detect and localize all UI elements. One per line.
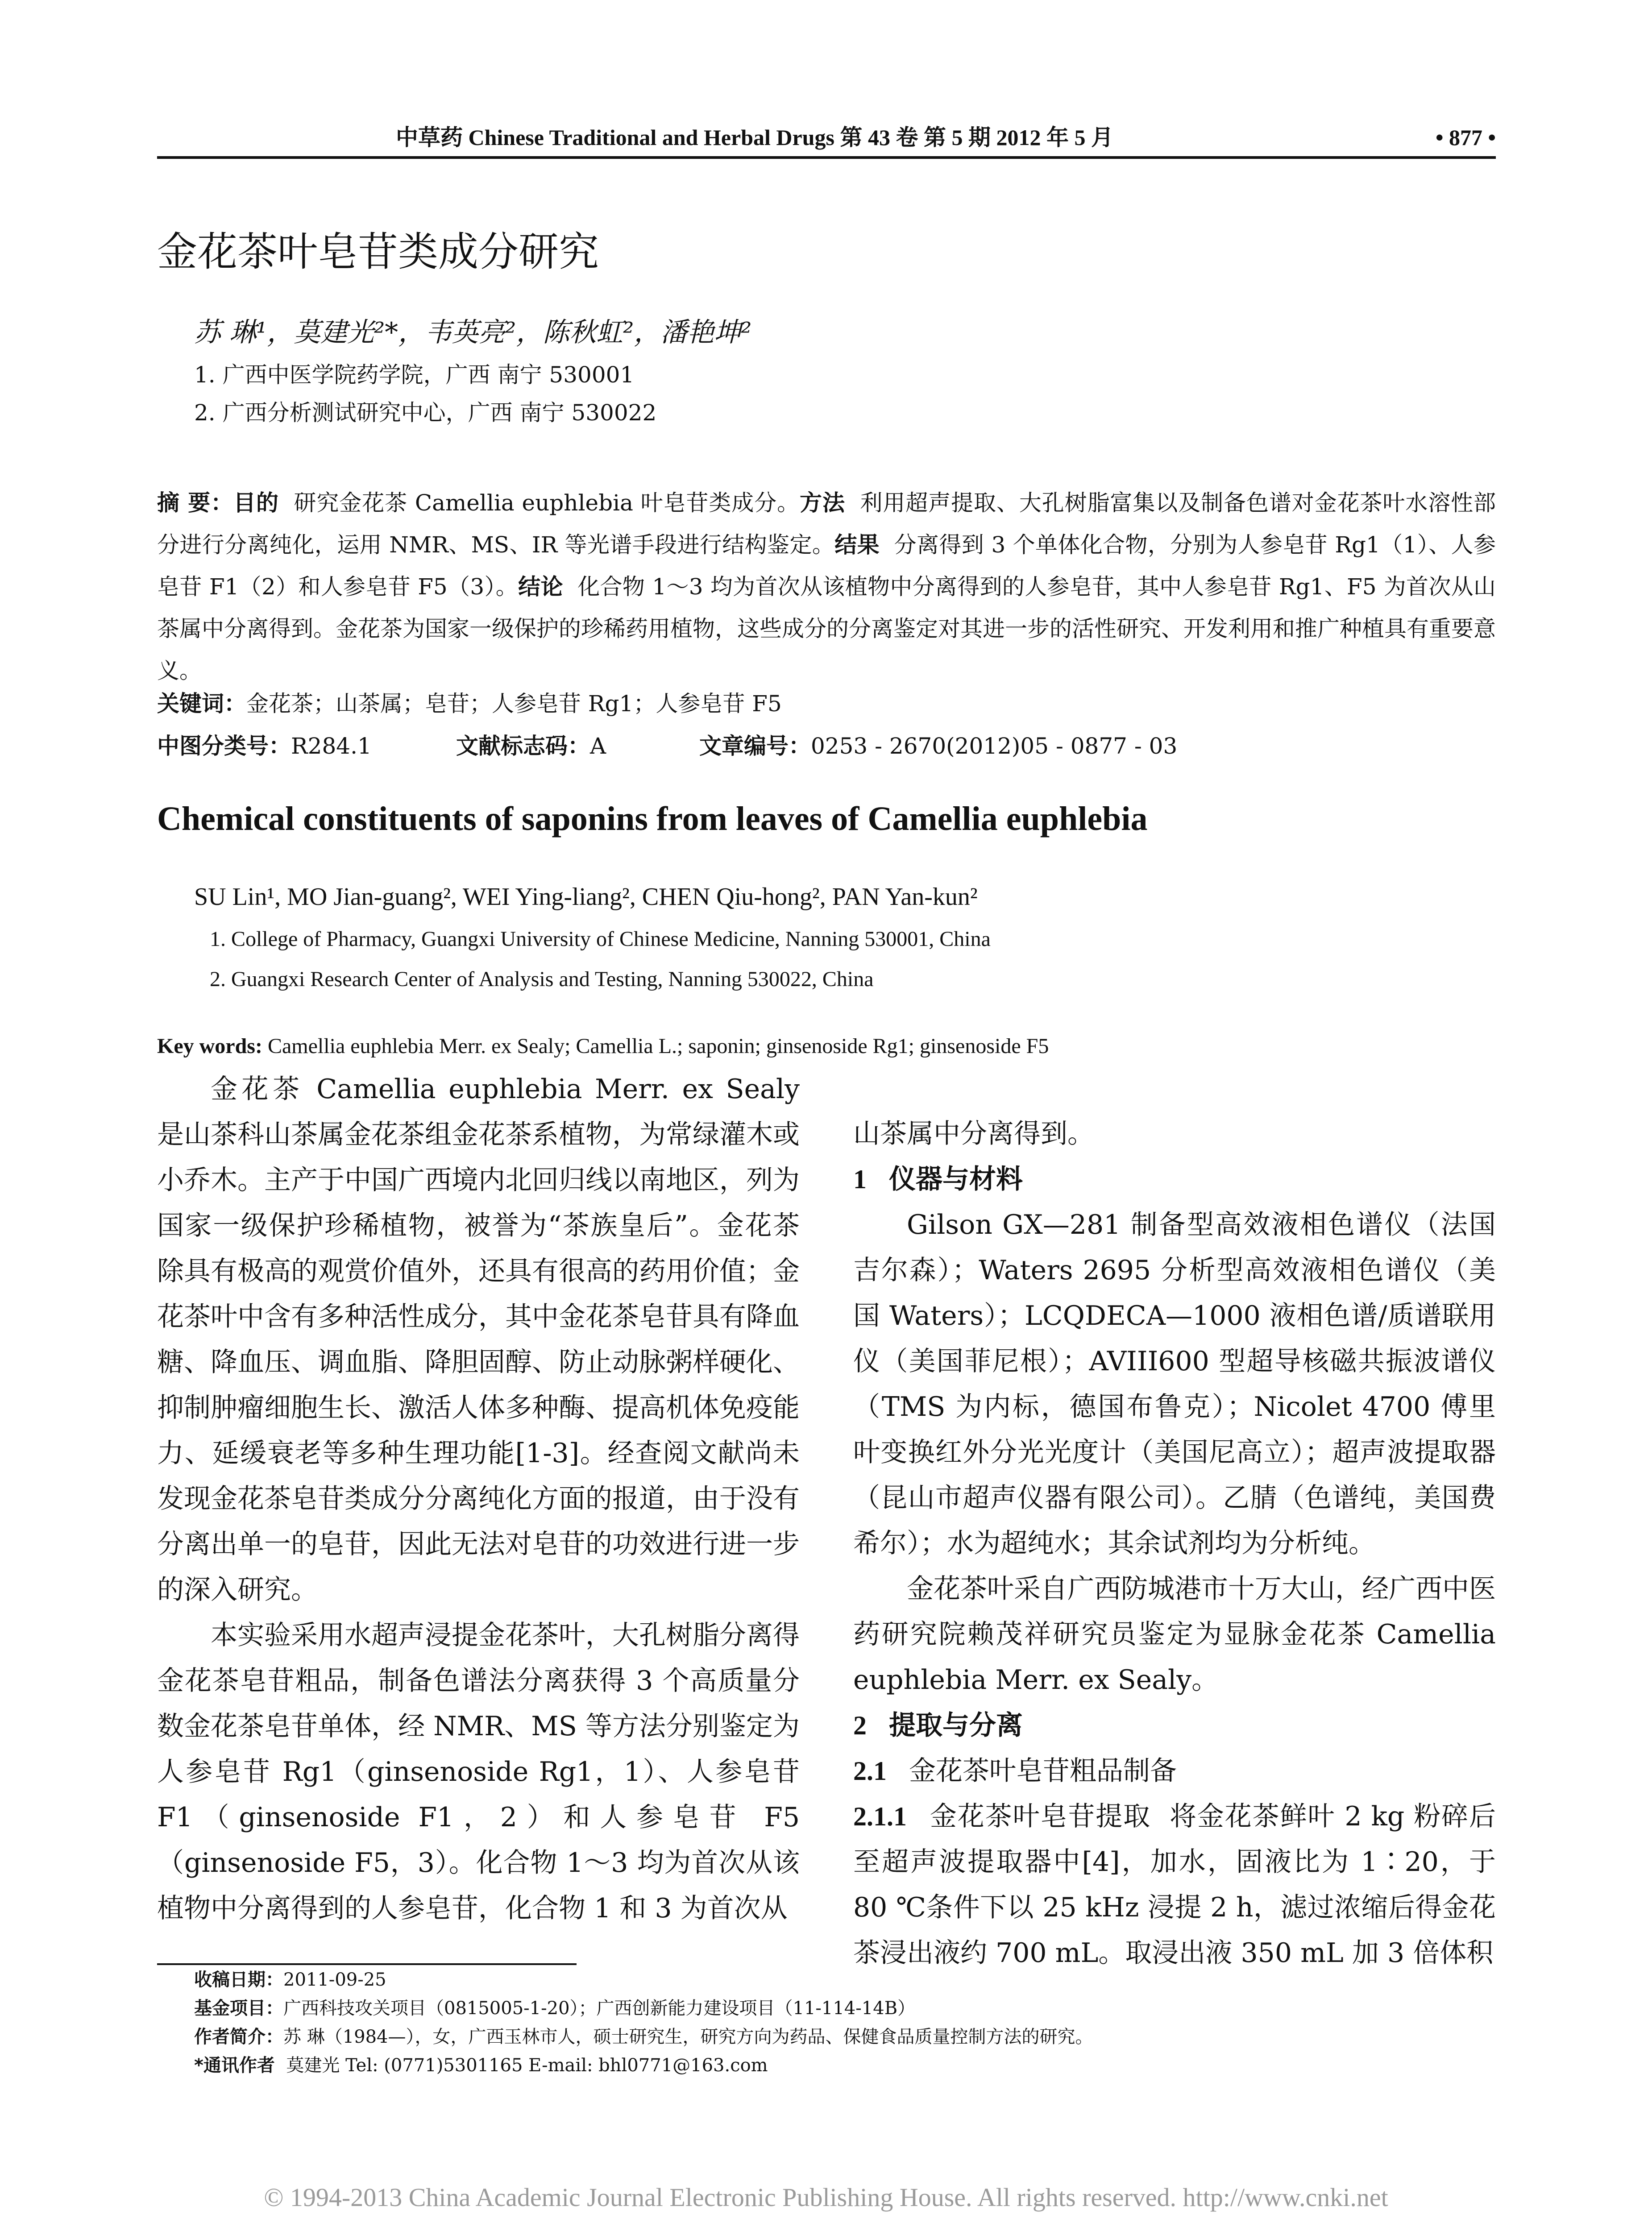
abstract-label: 摘 要： (157, 490, 234, 516)
affiliation-cn-2: 2. 广西分析测试研究中心，广西 南宁 530022 (194, 400, 657, 426)
section-2-1-1-paragraph: 2.1.1 金花茶叶皂苷提取 将金花茶鲜叶 2 kg 粉碎后至超声波提取器中[4]，加水，固液比为 1∶20，于 80 ℃条件下以 25 kHz 浸提 2 h，滤过浓缩后得金花茶浸出液约 700 mL。取浸出液 350 mL 加 3 倍体积 (853, 1801, 1496, 1969)
page-number: • 877 • (1435, 125, 1496, 150)
body-right-column (853, 1111, 1496, 1976)
result-text: 分离得到 3 个单体化合物，分别为人参皂苷 Rg1（1）、人参皂苷 F1（2）和人参皂苷 F5（3）。 (157, 532, 1496, 600)
affiliation-en-1: 1. College of Pharmacy, Guangxi University of Chinese Medicine, Nanning 530001, China (210, 927, 991, 951)
affiliation-cn-1: 1. 广西中医学院药学院，广西 南宁 530001 (194, 362, 635, 388)
continuation-text: 山茶属中分离得到。 (853, 1118, 1094, 1149)
clc-value: R284.1 (291, 733, 372, 759)
body-left-column (157, 1066, 800, 1931)
objective-text: 研究金花茶 Camellia euphlebia 叶皂苷类成分。 (294, 490, 800, 516)
doc-code-label: 文献标志码： (456, 733, 590, 759)
footnote-funding: 基金项目：广西科技攻关项目（0815005-1-20）；广西创新能力建设项目（11-114-14B） (194, 1998, 916, 2019)
footnote-rule (157, 1963, 577, 1965)
section-1-heading: 1 仪器与材料 (853, 1164, 1023, 1195)
article-title-en: Chemical constituents of saponins from leaves of Camellia euphlebia (157, 800, 1148, 838)
authors-en: SU Lin¹, MO Jian-guang², WEI Ying-liang², CHEN Qiu-hong², PAN Yan-kun² (194, 883, 978, 911)
doc-code-value: A (590, 733, 606, 759)
footnote-corresponding-author: *通讯作者 莫建光 Tel: (0771)5301165 E-mail: bhl0771@163.com (194, 2055, 768, 2076)
article-number-value: 0253 - 2670(2012)05 - 0877 - 03 (811, 733, 1178, 759)
keywords-cn-label: 关键词： (157, 691, 246, 717)
result-label: 结果 (834, 532, 880, 558)
header-rule (157, 156, 1496, 159)
copyright-notice: © 1994-2013 China Academic Journal Electronic Publishing House. All rights reserved. http://www.cnki.net (264, 2183, 1388, 2212)
method-label: 方法 (800, 490, 845, 516)
keywords-en-label: Key words: (157, 1034, 262, 1058)
article-title-cn: 金花茶叶皂苷类成分研究 (157, 228, 599, 275)
keywords-cn (157, 683, 1496, 725)
intro-paragraph-1: 金花茶 Camellia euphlebia Merr. ex Sealy 是山茶科山茶属金花茶组金花茶系植物，为常绿灌木或小乔木。主产于中国广西境内北回归线以南地区，列为国家一级保护珍稀植物，被誉为“茶族皇后”。金花茶除具有极高的观赏价值外，还具有很高的药用价值；金花茶叶中含有多种活性成分，其中金花茶皂苷具有降血糖、降血压、调血脂、降胆固醇、防止动脉粥样硬化、抑制肿瘤细胞生长、激活人体多种酶、提高机体免疫能力、延缓衰老等多种生理功能[1-3]。经查阅文献尚未发现金花茶皂苷类成分分离纯化方面的报道，由于没有分离出单一的皂苷，因此无法对皂苷的功效进行进一步的深入研究。 (157, 1074, 800, 1605)
footnotes (194, 1966, 1488, 2080)
keywords-en (157, 1026, 1496, 1066)
section-2-heading: 2 提取与分离 (853, 1710, 1023, 1741)
objective-label: 目的 (233, 490, 279, 516)
keywords-cn-text: 金花茶；山茶属；皂苷；人参皂苷 Rg1；人参皂苷 F5 (246, 691, 782, 717)
journal-header-text: 中草药 Chinese Traditional and Herbal Drugs 第 43 卷 第 5 期 2012 年 5 月 (396, 125, 1113, 150)
section-2-1-heading: 2.1 金花茶叶皂苷粗品制备 (853, 1755, 1177, 1787)
authors-cn: 苏 琳¹，莫建光²*，韦英亮²，陈秋虹²，潘艳坤² (194, 317, 752, 348)
clc-label: 中图分类号： (157, 733, 291, 759)
footnote-received: 收稿日期：2011-09-25 (194, 1970, 386, 1990)
conclusion-label: 结论 (518, 574, 563, 600)
conclusion-text: 化合物 1～3 均为首次从该植物中分离得到的人参皂苷，其中人参皂苷 Rg1、F5 为首次从山茶属中分离得到。金花茶为国家一级保护的珍稀药用植物，这些成分的分离鉴定对其进一步的活性研究、开发利用和推广种植具有重要意义。 (157, 574, 1496, 684)
footnote-author-bio: 作者简介：苏 琳（1984—），女，广西玉林市人，硕士研究生，研究方向为药品、保健食品质量控制方法的研究。 (194, 2027, 1093, 2047)
keywords-en-text: Camellia euphlebia Merr. ex Sealy; Camellia L.; saponin; ginsenoside Rg1; ginsenoside F5 (267, 1034, 1049, 1058)
abstract-cn (157, 482, 1496, 692)
affiliation-en-2: 2. Guangxi Research Center of Analysis and Testing, Nanning 530022, China (210, 967, 874, 991)
section-1-paragraph-2: 金花茶叶采自广西防城港市十万大山，经广西中医药研究院赖茂祥研究员鉴定为显脉金花茶 Camellia euphlebia Merr. ex Sealy。 (853, 1573, 1496, 1696)
method-text: 利用超声提取、大孔树脂富集以及制备色谱对金花茶叶水溶性部分进行分离纯化，运用 NMR、MS、IR 等光谱手段进行结构鉴定。 (157, 490, 1496, 558)
running-header (157, 120, 1496, 155)
section-1-paragraph-1: Gilson GX—281 制备型高效液相色谱仪（法国吉尔森）；Waters 2695 分析型高效液相色谱仪（美国 Waters）；LCQDECA—1000 液相色谱/质谱联用仪（美国菲尼根）；AVIII600 型超导核磁共振波谱仪（TMS 为内标，德国布鲁克）；Nicolet 4700 傅里叶变换红外分光光度计（美国尼高立）；超声波提取器（昆山市超声仪器有限公司）。乙腈（色谱纯，美国费希尔）；水为超纯水；其余试剂均为分析纯。 (853, 1209, 1496, 1559)
intro-paragraph-2: 本实验采用水超声浸提金花茶叶，大孔树脂分离得金花茶皂苷粗品，制备色谱法分离获得 3 个高质量分数金花茶皂苷单体，经 NMR、MS 等方法分别鉴定为人参皂苷 Rg1（ginsenoside Rg1，1）、人参皂苷 F1（ginsenoside F1，2）和人参皂苷 F5（ginsenoside F5，3）。化合物 1～3 均为首次从该植物中分离得到的人参皂苷，化合物 1 和 3 为首次从 (157, 1620, 800, 1924)
article-number-label: 文章编号： (699, 733, 811, 759)
